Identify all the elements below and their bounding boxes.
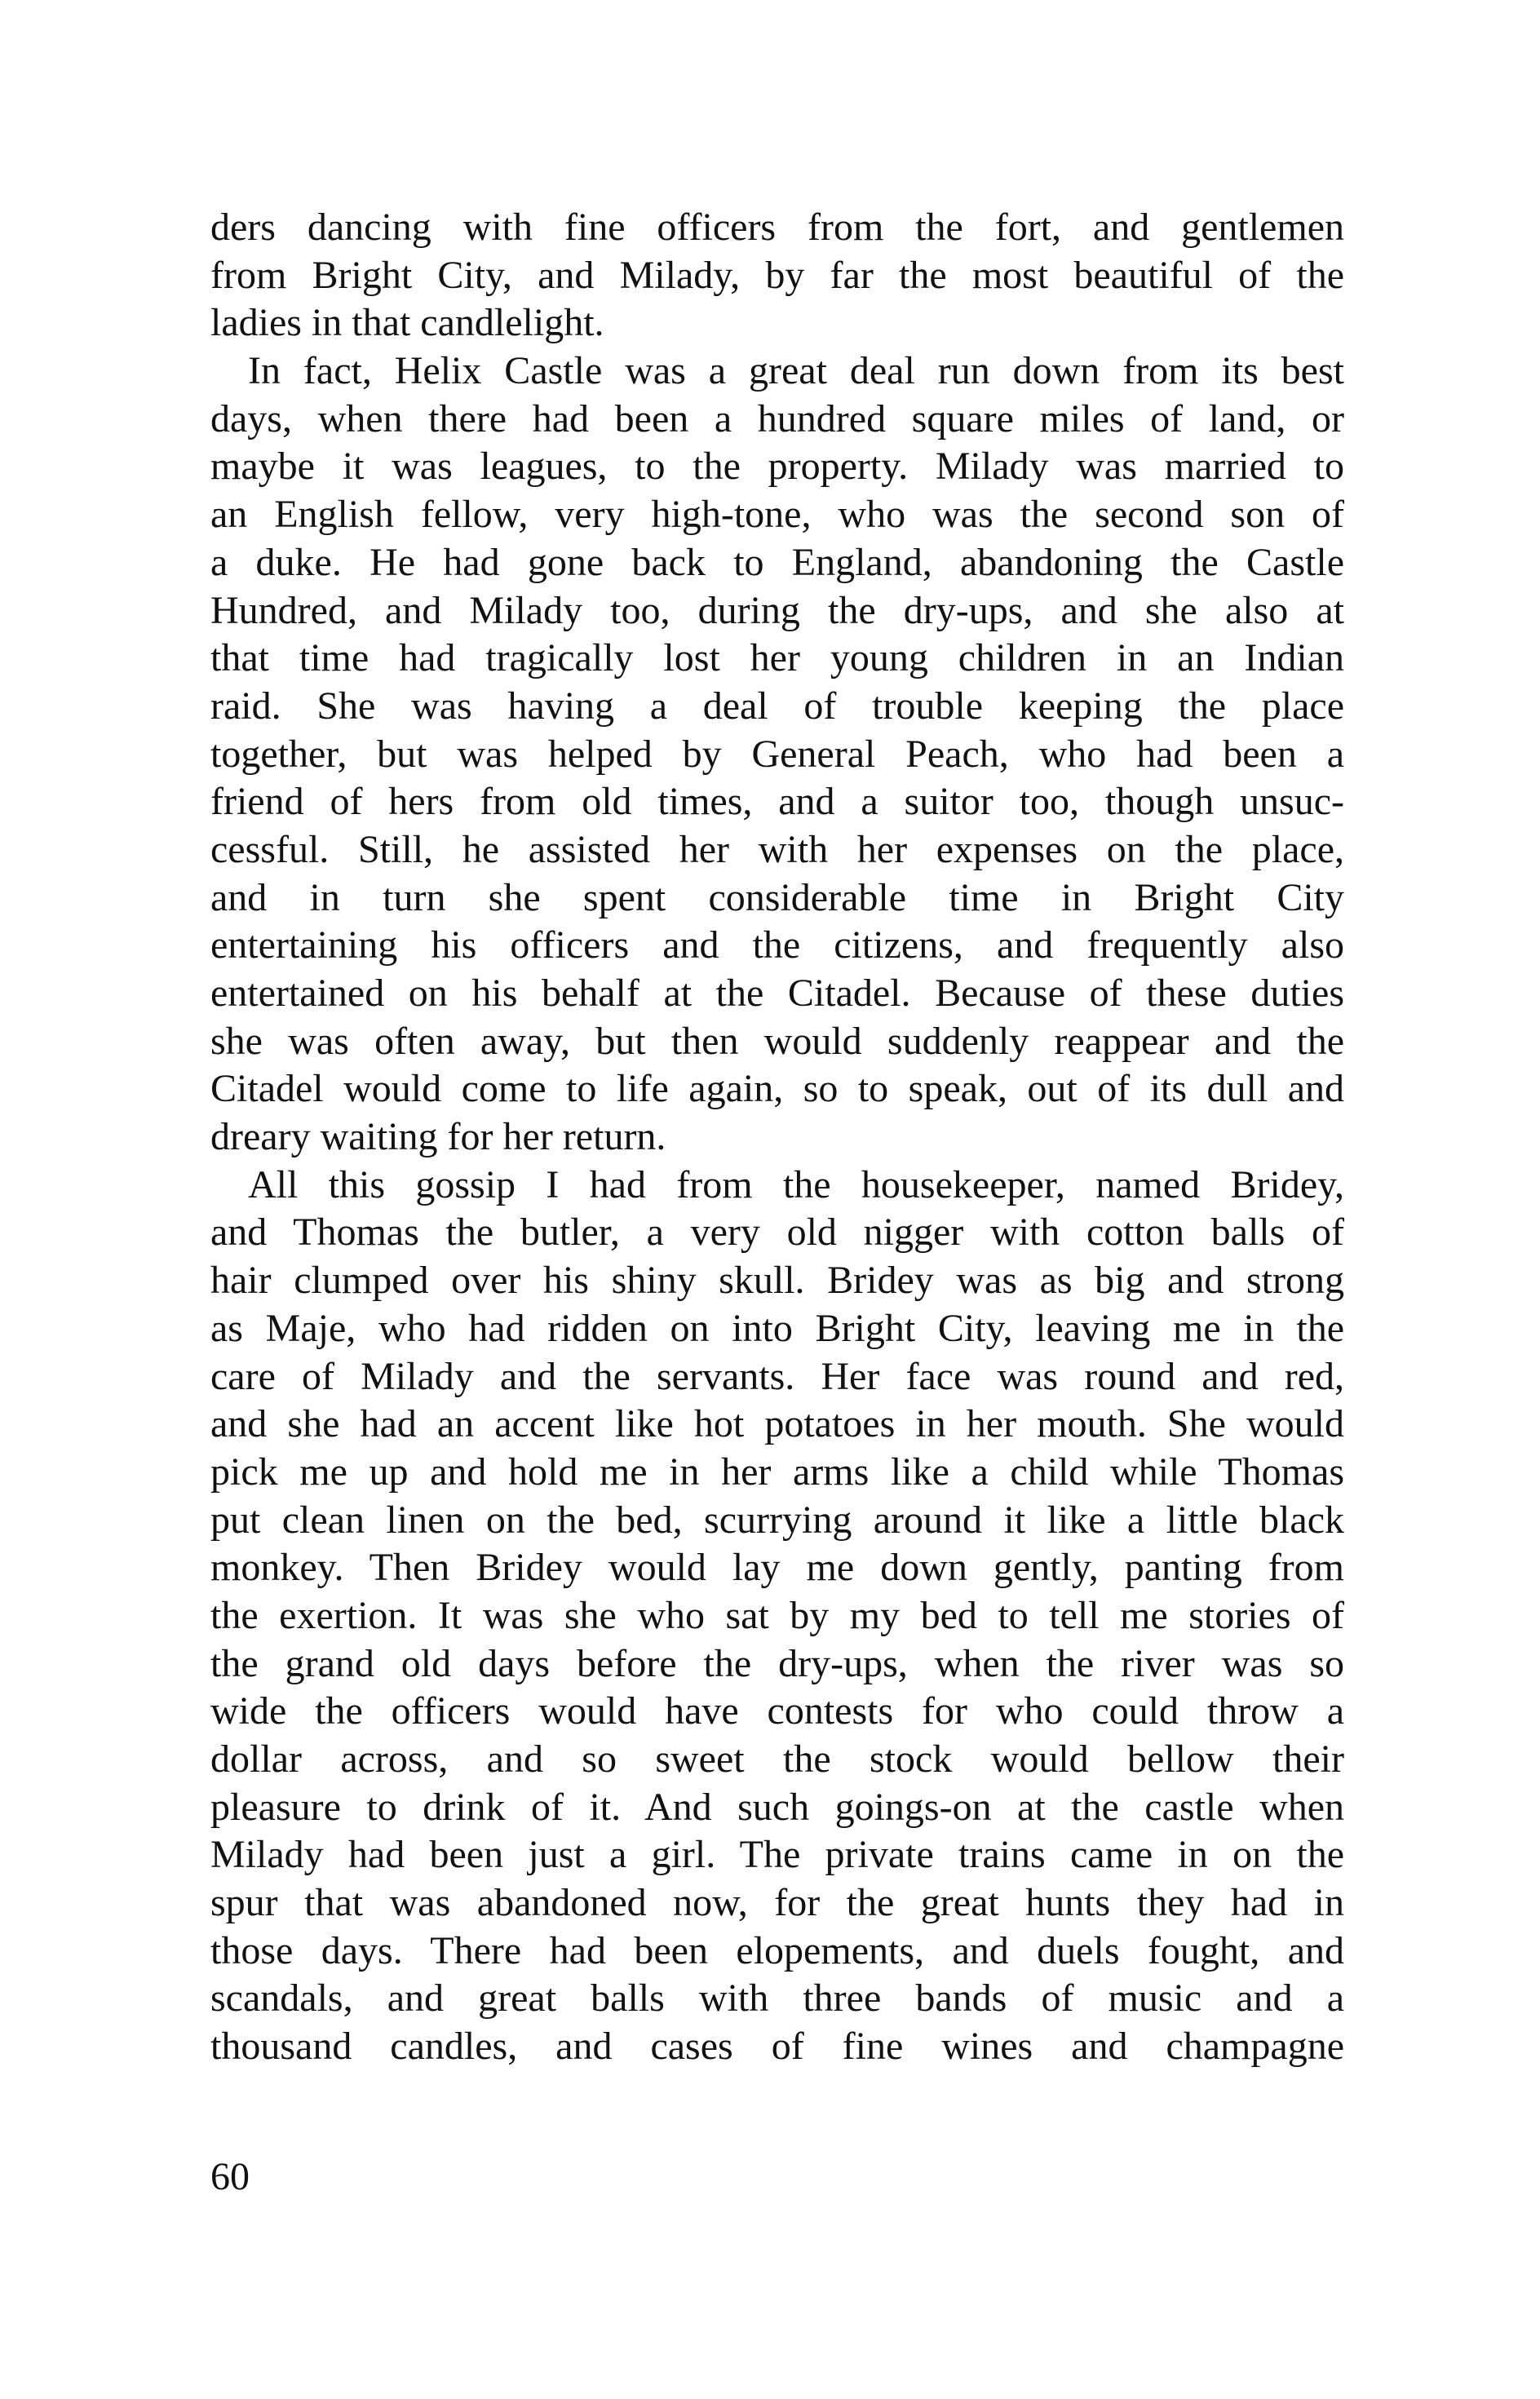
text-line: Milady had been just a girl. The private trains came in on the: [210, 1833, 1344, 1877]
paragraph: [210, 204, 1344, 347]
text-line: and she had an accent like hot potatoes in her mouth. She would: [210, 1402, 1344, 1446]
text-line: and in turn she spent considerable time in Bright City: [210, 875, 1344, 919]
text-line: an English fellow, very high-tone, who was the second son of: [210, 493, 1344, 537]
text-line: the exertion. It was she who sat by my bed to tell me stories of: [210, 1593, 1344, 1637]
body-text: [210, 204, 1344, 2071]
text-line: Hundred, and Milady too, during the dry-ups, and she also at: [210, 588, 1344, 632]
text-line: spur that was abandoned now, for the great hunts they had in: [210, 1881, 1344, 1925]
page-number: 60: [210, 2155, 250, 2198]
text-line: maybe it was leagues, to the property. Milady was married to: [210, 445, 1344, 489]
text-line: friend of hers from old times, and a suitor too, though unsuc-: [210, 780, 1344, 824]
text-line: together, but was helped by General Peach, who had been a: [210, 732, 1344, 776]
text-line: from Bright City, and Milady, by far the most beautiful of the: [210, 253, 1344, 297]
text-line: entertained on his behalf at the Citadel. Because of these duties: [210, 972, 1344, 1015]
paragraph: [210, 347, 1344, 1162]
text-line: hair clumped over his shiny skull. Bridey was as big and strong: [210, 1259, 1344, 1303]
text-line: thousand candles, and cases of fine wines and champagne: [210, 2025, 1344, 2069]
text-line: All this gossip I had from the housekeeper, named Bridey,: [248, 1162, 1344, 1206]
text-line: days, when there had been a hundred square miles of land, or: [210, 396, 1344, 440]
text-line: those days. There had been elopements, and duels fought, and: [210, 1928, 1344, 1972]
text-line: scandals, and great balls with three bands of music and a: [210, 1976, 1344, 2021]
text-line: pleasure to drink of it. And such goings-on at the castle when: [210, 1785, 1344, 1829]
text-line: that time had tragically lost her young children in an Indian: [210, 636, 1344, 680]
text-line: ladies in that candlelight.: [210, 301, 604, 345]
text-line: the grand old days before the dry-ups, when the river was so: [210, 1641, 1344, 1685]
text-line: entertaining his officers and the citizens, and frequently also: [210, 923, 1344, 967]
text-line: pick me up and hold me in her arms like a child while Thomas: [210, 1450, 1344, 1494]
text-line: dreary waiting for her return.: [210, 1115, 666, 1159]
text-line: Citadel would come to life again, so to speak, out of its dull and: [210, 1067, 1344, 1111]
text-line: monkey. Then Bridey would lay me down gently, panting from: [210, 1546, 1344, 1590]
text-line: raid. She was having a deal of trouble keeping the place: [210, 684, 1344, 728]
text-line: and Thomas the butler, a very old nigger with cotton balls of: [210, 1211, 1344, 1255]
text-line: care of Milady and the servants. Her face was round and red,: [210, 1354, 1344, 1398]
text-line: In fact, Helix Castle was a great deal run down from its best: [248, 349, 1344, 393]
text-line: put clean linen on the bed, scurrying around it like a little black: [210, 1498, 1344, 1542]
text-line: wide the officers would have contests for who could throw a: [210, 1689, 1344, 1733]
text-line: ders dancing with fine officers from the fort, and gentlemen: [210, 206, 1344, 249]
text-line: a duke. He had gone back to England, abandoning the Castle: [210, 540, 1344, 584]
text-line: dollar across, and so sweet the stock would bellow their: [210, 1737, 1344, 1781]
text-line: cessful. Still, he assisted her with her expenses on the place,: [210, 827, 1344, 871]
paragraph: [210, 1162, 1344, 2071]
text-line: as Maje, who had ridden on into Bright City, leaving me in the: [210, 1306, 1344, 1350]
text-line: she was often away, but then would suddenly reappear and the: [210, 1019, 1344, 1063]
